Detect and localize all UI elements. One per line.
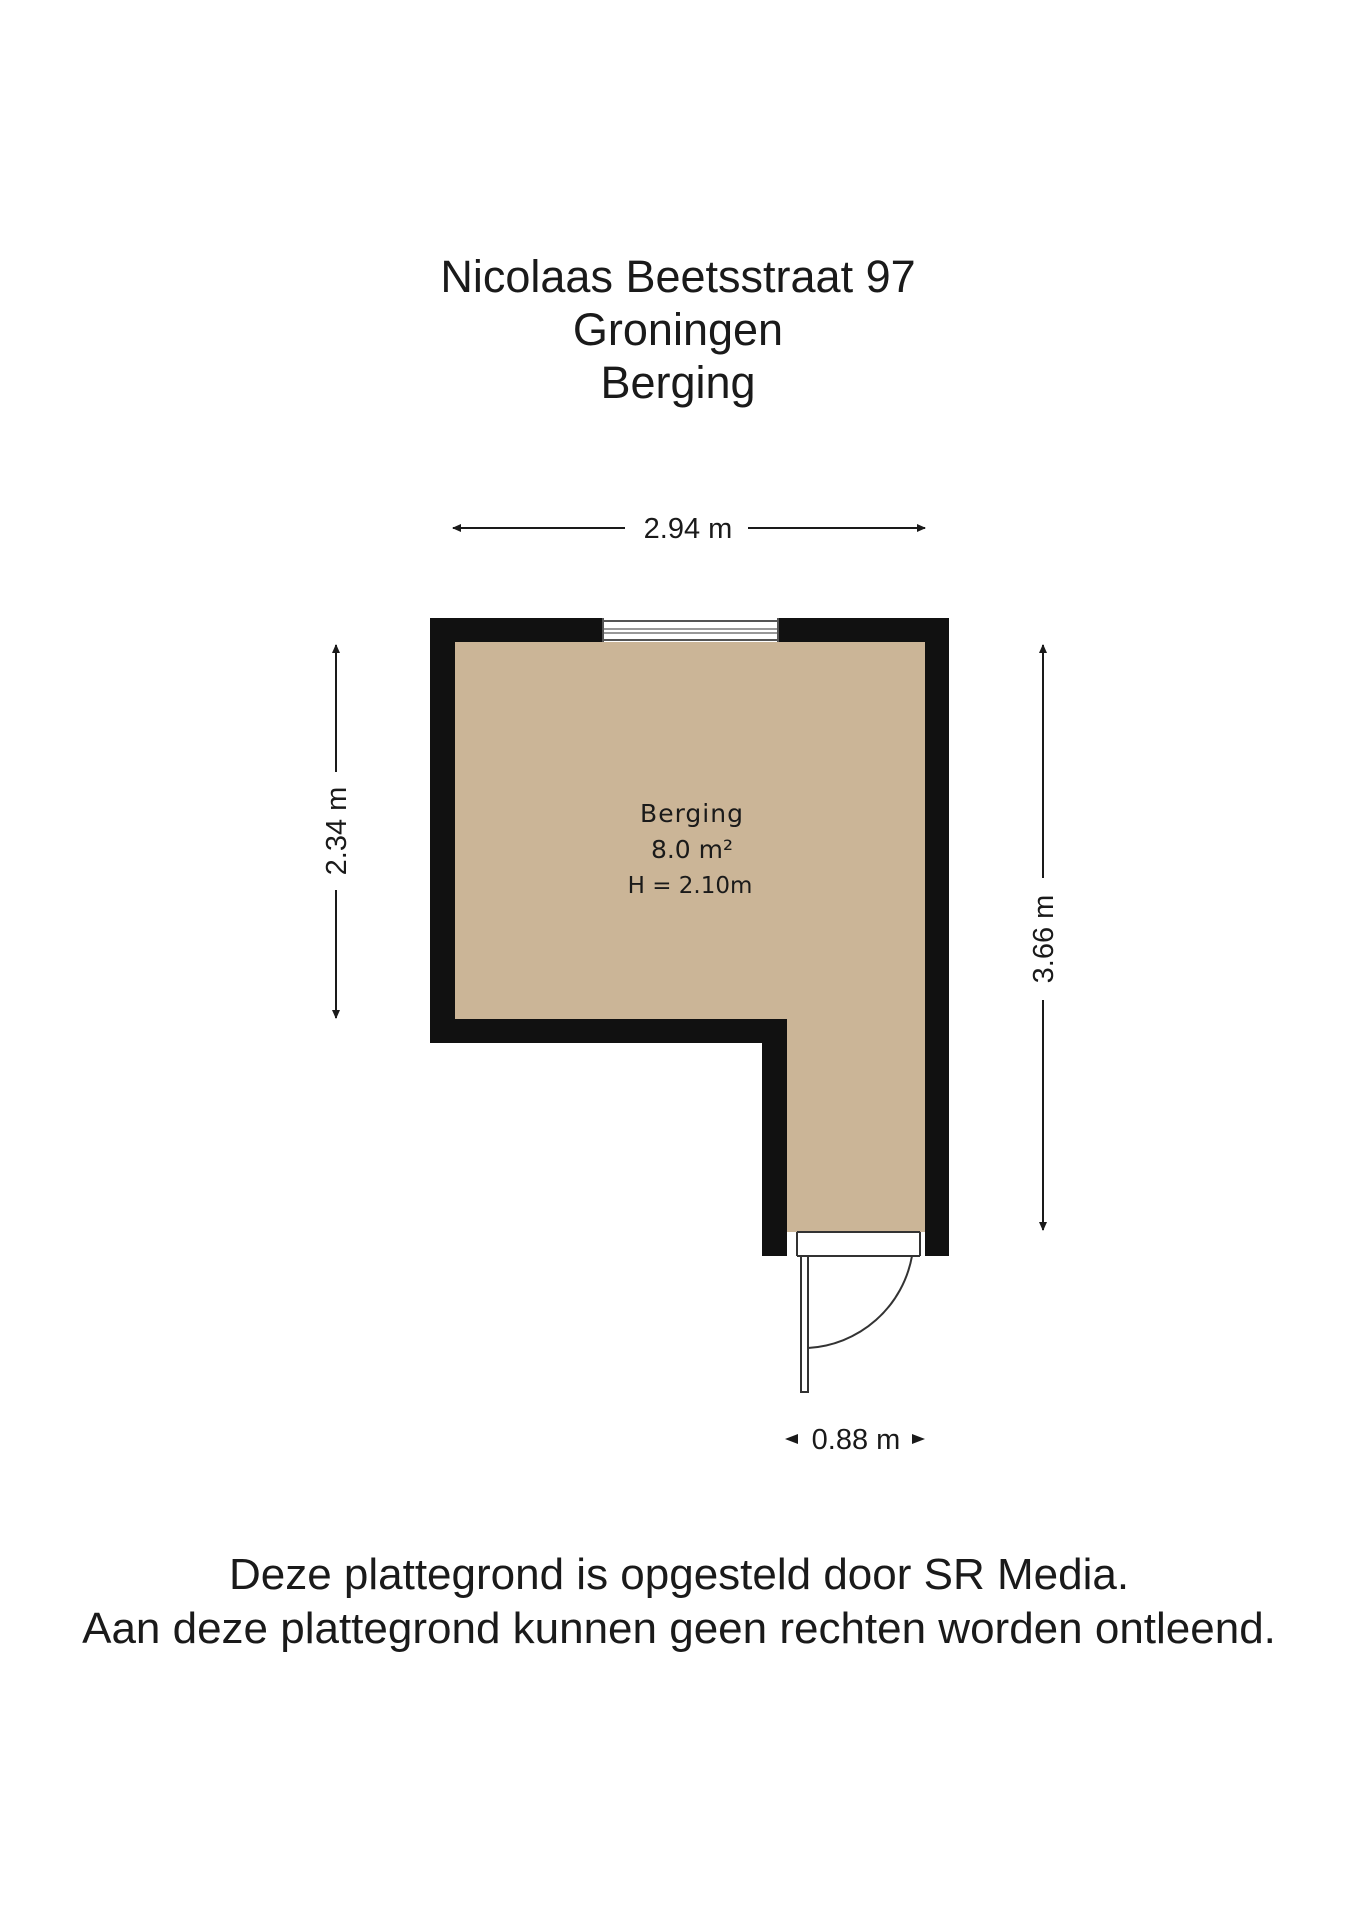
room-height: H = 2.10m xyxy=(627,873,753,899)
dimension-arrow-left xyxy=(785,1434,798,1444)
dimension-arrow-right xyxy=(912,1434,925,1444)
window xyxy=(603,618,778,642)
floor-name-title: Berging xyxy=(600,357,756,408)
room-name: Berging xyxy=(640,799,744,828)
dimension-top-width xyxy=(453,513,925,545)
disclaimer xyxy=(0,1548,1358,1656)
address-title: Nicolaas Beetsstraat 97 xyxy=(440,251,916,302)
dimension-label-top: 2.94 m xyxy=(643,513,733,545)
dimension-door-width xyxy=(785,1424,925,1456)
dimension-right-height xyxy=(1028,645,1060,1230)
city-title: Groningen xyxy=(572,304,784,355)
door-leaf xyxy=(801,1256,808,1392)
dimension-left-height xyxy=(321,645,353,1018)
door xyxy=(787,1232,925,1392)
disclaimer-line-2: Aan deze plattegrond kunnen geen rechten worden ontleend. xyxy=(82,1604,1276,1653)
dimension-label-door: 0.88 m xyxy=(811,1424,901,1456)
dimension-label-left: 2.34 m xyxy=(321,786,353,876)
disclaimer-line-1: Deze plattegrond is opgesteld door SR Media. xyxy=(228,1550,1130,1599)
storage-room-floor xyxy=(455,642,925,1232)
door-swing-arc xyxy=(808,1256,912,1348)
dimension-label-right: 3.66 m xyxy=(1028,894,1060,984)
room-area: 8.0 m² xyxy=(650,835,734,864)
